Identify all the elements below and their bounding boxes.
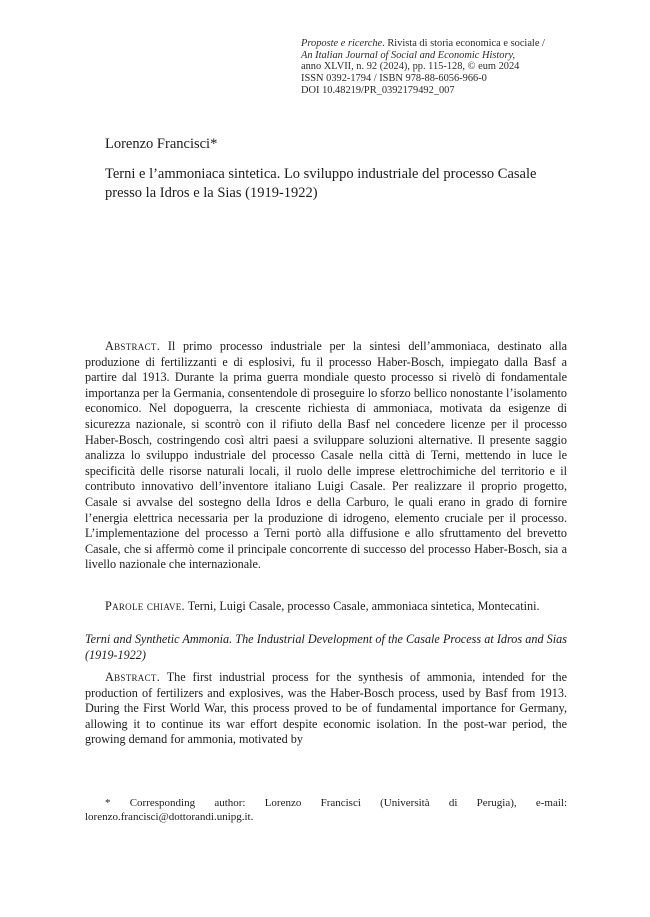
issn-isbn: ISSN 0392-1794 / ISBN 978-88-6056-966-0 bbox=[301, 73, 487, 85]
doi: DOI 10.48219/PR_0392179492_007 bbox=[301, 84, 455, 96]
abstract-italian-paragraph bbox=[85, 339, 567, 573]
abstract-label-en: Abstract. bbox=[105, 670, 161, 684]
keywords-paragraph bbox=[85, 599, 567, 615]
journal-subtitle: . Rivista di storia economica e sociale / bbox=[382, 38, 545, 49]
footnote bbox=[85, 796, 567, 824]
abstract-english-paragraph bbox=[85, 670, 567, 748]
abstract-english bbox=[85, 670, 567, 748]
journal-english-subtitle: An Italian Journal of Social and Economic History, bbox=[301, 49, 516, 61]
keywords bbox=[85, 599, 567, 615]
keywords-label: Parole chiave. bbox=[105, 599, 185, 613]
journal-header bbox=[301, 38, 601, 97]
abstract-italian bbox=[85, 339, 567, 573]
keywords-text: Terni, Luigi Casale, processo Casale, ammoniaca sintetica, Montecatini. bbox=[184, 599, 540, 613]
issue-info: anno XLVII, n. 92 (2024), pp. 115-128, © eum 2024 bbox=[301, 61, 520, 73]
journal-name: Proposte e ricerche bbox=[301, 38, 383, 49]
author-name: Lorenzo Francisci* bbox=[105, 136, 218, 152]
header-line-1 bbox=[301, 38, 601, 50]
footnote-text: * Corresponding author: Lorenzo Francisci (Università di Perugia), e-mail: lorenzo.francisci@dottorandi.unipg.it. bbox=[85, 797, 567, 823]
abstract-english-text: The first industrial process for the synthesis of ammonia, intended for the production of fertilizers and explosives, was the Haber-Bosch process, used by Basf from 1913. During the First World War, this process proved to be of fundamental importance for Germany, allowing it to continue its war effort despite economic isolation. In the post-war period, the growing demand for ammonia, motivated by bbox=[85, 670, 567, 747]
abstract-italian-text: Il primo processo industriale per la sintesi dell’ammoniaca, destinato alla produzione di fertilizzanti e di esplosivi, fu il processo Haber-Bosch, impiegato dalla Basf a partire dal 1913. Durante la prima guerra mondiale questo processo si rivelò di fondamentale importanza per la Germania, consentendole di proseguire lo sforzo bellico nonostante l’isolamento economico. Nel dopoguerra, la crescente richiesta di ammoniaca, motivata da esigenze di sicurezza nazionale, si scontrò con il rifiuto della Basf nel concedere licenze per il processo Haber-Bosch, costringendo così altri paesi a sviluppare soluzioni alternative. Il presente saggio analizza lo sviluppo industriale del processo Casale nella città di Terni, mettendo in luce le specificità delle risorse naturali locali, il ruolo delle imprese elettrochimiche del territorio e il contributo innovativo dell’inventore italiano Luigi Casale. Per realizzare il proprio progetto, Casale si avvalse del sostegno della Idros e della Carburo, le quali erano in grado di fornire l’energia elettrica necessaria per la produzione di idrogeno, elemento cruciale per il processo. L’implementazione del processo a Terni portò alla diffusione e allo sfruttamento del brevetto Casale, che si affermò come il principale concorrente di successo del processo Haber-Bosch, sia a livello nazionale che internazionale. bbox=[85, 339, 567, 572]
article-title: Terni e l’ammoniaca sintetica. Lo sviluppo industriale del processo Casale presso la Idros e la Sias (1919-1922) bbox=[105, 166, 537, 201]
abstract-label: Abstract. bbox=[105, 339, 161, 353]
english-title bbox=[85, 632, 567, 663]
english-title-text: Terni and Synthetic Ammonia. The Industrial Development of the Casale Process at Idros and Sias (1919-1922) bbox=[85, 632, 567, 662]
